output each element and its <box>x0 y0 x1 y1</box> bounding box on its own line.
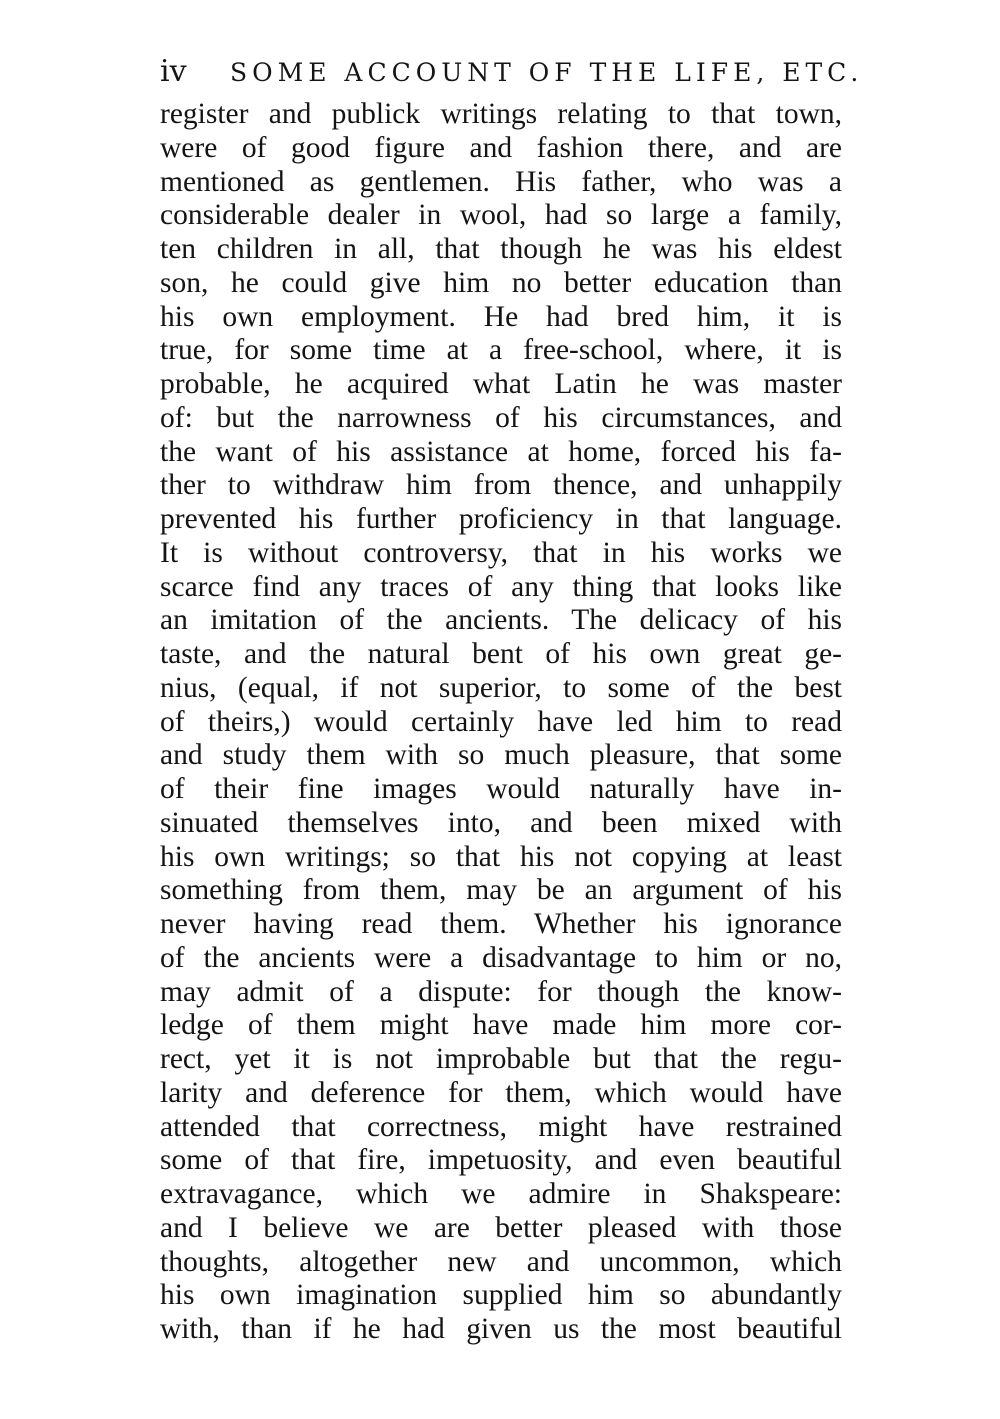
text-line: of their fine images would naturally have in- <box>160 773 842 805</box>
text-line: extravagance, which we admire in Shakspeare: <box>160 1178 842 1210</box>
text-line: ten children in all, that though he was his eldest <box>160 233 842 265</box>
text-line: mentioned as gentlemen. His father, who was a <box>160 165 842 198</box>
text-line: with, than if he had given us the most beautiful <box>160 1313 842 1345</box>
text-line: of theirs,) would certainly have led him to read <box>160 705 842 738</box>
text-line: his own writings; so that his not copying at least <box>160 840 842 873</box>
text-line: and I believe we are better pleased with those <box>160 1211 842 1244</box>
text-line: may admit of a dispute: for though the know- <box>160 975 842 1008</box>
page-number: iv <box>160 54 187 89</box>
running-head <box>160 52 864 98</box>
text-line: an imitation of the ancients. The delicacy of his <box>160 604 842 637</box>
text-line: of the ancients were a disadvantage to him or no, <box>160 941 842 974</box>
text-line: probable, he acquired what Latin he was master <box>160 368 842 400</box>
text-line: were of good figure and fashion there, and are <box>160 131 842 164</box>
text-line: the want of his assistance at home, forced his fa- <box>160 435 842 468</box>
text-line: never having read them. Whether his ignorance <box>160 908 842 940</box>
text-line: ledge of them might have made him more cor- <box>160 1009 842 1042</box>
text-line: register and publick writings relating to that town, <box>160 98 842 130</box>
text-line: larity and deference for them, which would have <box>160 1076 842 1109</box>
text-line: attended that correctness, might have restrained <box>160 1110 842 1143</box>
text-line: taste, and the natural bent of his own great ge- <box>160 638 842 670</box>
text-line: of: but the narrowness of his circumstances, and <box>160 401 842 434</box>
text-line: rect, yet it is not improbable but that the regu- <box>160 1043 842 1075</box>
text-line: thoughts, altogether new and uncommon, which <box>160 1245 842 1278</box>
text-line: some of that fire, impetuosity, and even beautiful <box>160 1144 842 1177</box>
text-line: son, he could give him no better education than <box>160 266 842 299</box>
text-line: and study them with so much pleasure, that some <box>160 739 842 772</box>
text-line: true, for some time at a free-school, where, it is <box>160 334 842 367</box>
text-line: ther to withdraw him from thence, and unhappily <box>160 469 842 502</box>
text-line: It is without controversy, that in his works we <box>160 536 842 569</box>
text-line: nius, (equal, if not superior, to some of the best <box>160 671 842 704</box>
running-title: SOME ACCOUNT OF THE LIFE, ETC. <box>230 58 864 87</box>
text-line: considerable dealer in wool, had so large a family, <box>160 199 842 232</box>
text-line: scarce find any traces of any thing that looks like <box>160 570 842 603</box>
body-text <box>160 98 842 1347</box>
text-line: his own imagination supplied him so abundantly <box>160 1279 842 1312</box>
text-line: something from them, may be an argument of his <box>160 874 842 907</box>
text-line: his own employment. He had bred him, it is <box>160 300 842 333</box>
text-line: prevented his further proficiency in that language. <box>160 503 842 535</box>
text-line: sinuated themselves into, and been mixed with <box>160 806 842 839</box>
